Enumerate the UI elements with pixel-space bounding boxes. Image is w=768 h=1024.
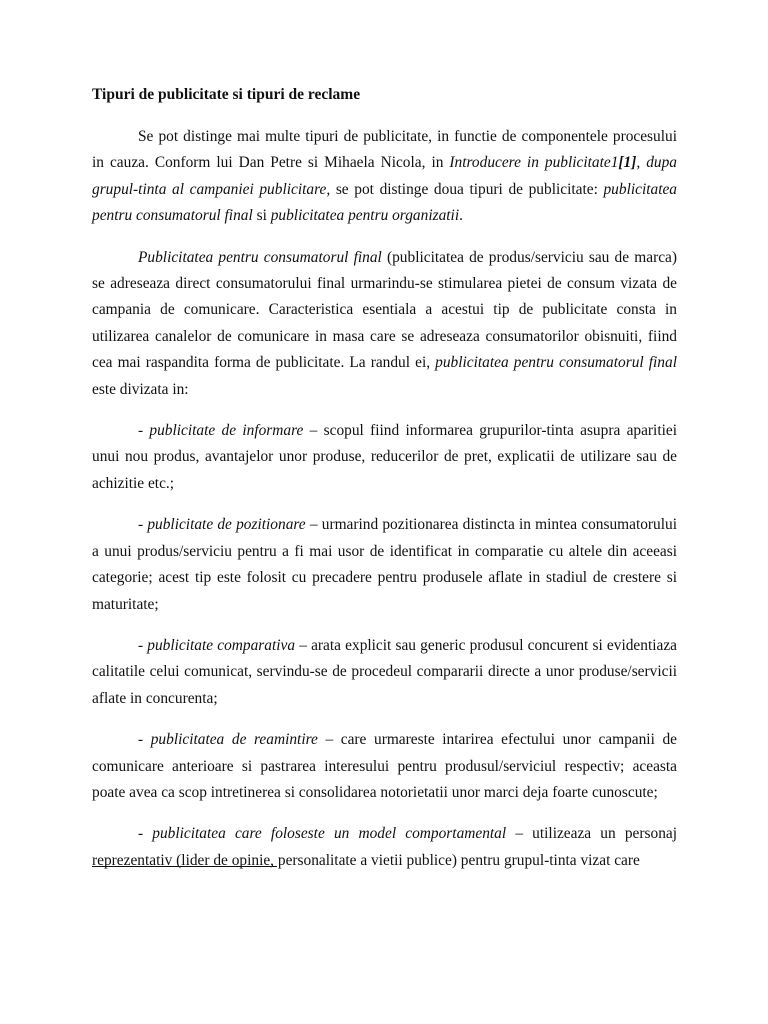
document-title: Tipuri de publicitate si tipuri de reclame — [92, 86, 361, 103]
book-title: Introducere in publicitate1 — [449, 154, 619, 172]
list-item-text: – scopul fiind informarea grupurilor-tinta asupra aparitiei unui nou produs, avantajelor unor produse, reducerilor de pret, explicatii de utilizare sau de achizitie etc.; — [92, 422, 677, 492]
paragraph-consumer-advertising: Publicitatea pentru consumatorul final (publicitatea de produs/serviciu sau de marca) se adreseaza direct consumatorului final urmarindu-se stimularea pietei de consum vizata de campania de comunicare. Caracteristica esentiala a acestui tip de publicitate consta in utilizarea canalelor de comunicare in masa care se adreseaza consumatorilor obisnuiti, fiind cea mai raspandita forma de publicitate. La randul ei, publicitatea pentru consumatorul final este divizata in: — [92, 248, 677, 398]
list-item-text: – urmarind pozitionarea distincta in mintea consumatorului a unui produs/serviciu pentru a fi mai usor de identificat in comparatie cu altele din aceeasi categorie; acest tip este folosit cu precadere pentru produsele aflate in stadiul de crestere si maturitate; — [92, 516, 677, 613]
list-item-term: - publicitate de informare — [138, 422, 304, 440]
document-page — [92, 84, 677, 889]
footnote-reference-link[interactable]: [1] — [618, 154, 637, 172]
list-item-term: - publicitate de pozitionare — [138, 516, 306, 534]
list-item-term: - publicitatea care foloseste un model comportamental — [138, 825, 507, 843]
list-item-text: – utilizeaza un personaj reprezentativ (lider de opinie, personalitate a vietii publice) pentru grupul-tinta vizat care — [92, 825, 677, 869]
list-item-term: - publicitate comparativa — [138, 636, 296, 654]
paragraph-intro: Se pot distinge mai multe tipuri de publicitate, in functie de componentele procesului in cauza. Conform lui Dan Petre si Mihaela Nicola, in Introducere in publicitate1[1], dupa grupul-tinta al campaniei publicitare, se pot distinge doua tipuri de publicitate: publicitatea pentru consumatorul final si publicitatea pentru organizatii. — [92, 128, 678, 225]
list-item-text: – arata explicit sau generic produsul concurent si evidentiaza calitatile celui comunicat, servindu-se de procedeul compararii directe a unor produse/servicii aflate in concurenta; — [92, 636, 677, 707]
list-item-comparativa — [92, 633, 677, 712]
list-item-informare — [92, 418, 677, 497]
list-item-term: - publicitatea de reamintire — [138, 731, 318, 749]
footnote-separator — [92, 866, 277, 867]
list-item-pozitionare — [92, 512, 677, 618]
list-item-text: – care urmareste intarirea efectului unor campanii de comunicare anterioare si pastrarea interesului pentru produsul/serviciul respectiv; aceasta poate avea ca scop intretinerea si consolidarea notorietatii unor marci deja foarte cunoscute; — [92, 731, 677, 801]
list-item-reamintire — [92, 727, 677, 806]
